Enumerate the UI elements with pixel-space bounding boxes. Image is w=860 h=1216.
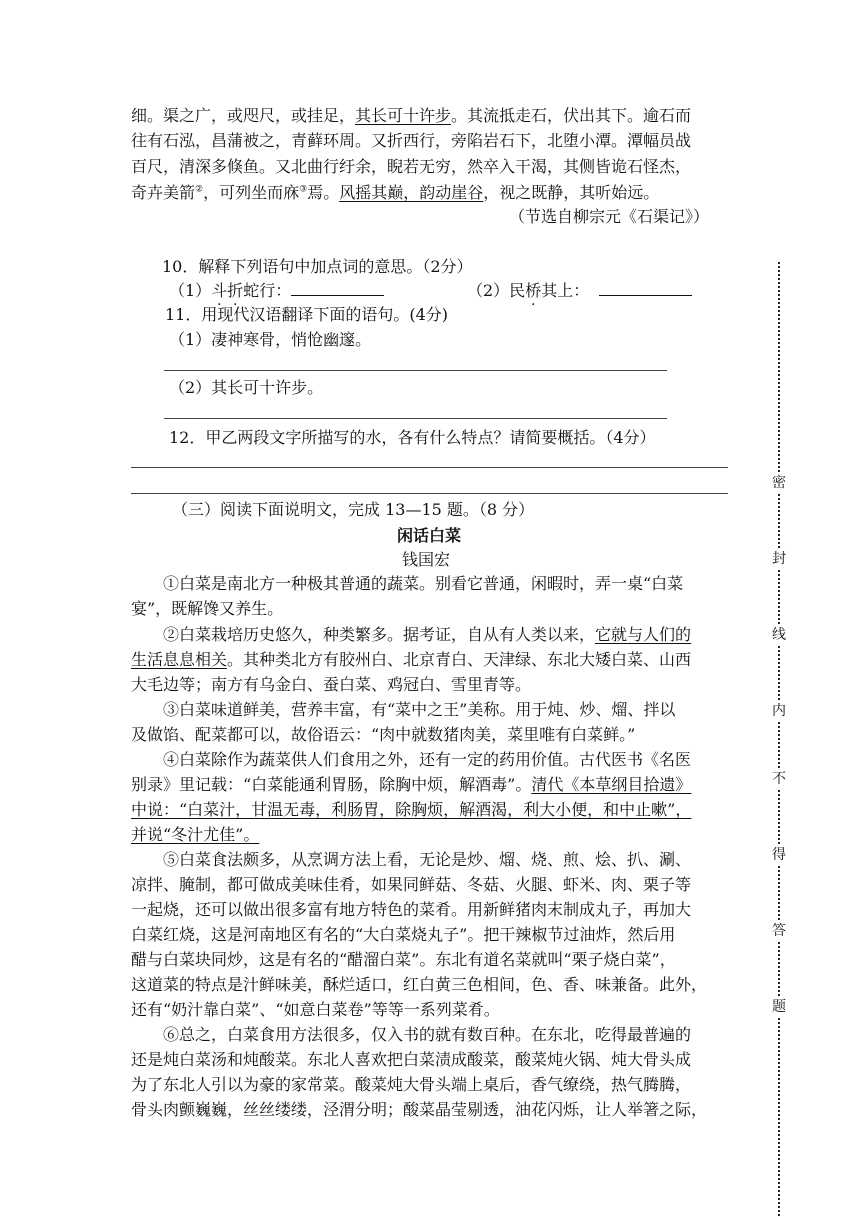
- passage-line-1: [131, 106, 691, 126]
- text: ，可列坐而庥: [203, 183, 300, 202]
- text: 。其流抵走石，伏出其下。逾石而: [451, 106, 692, 125]
- text: 焉。: [307, 183, 340, 202]
- seal-line-char: 内: [772, 703, 786, 719]
- passage-source: （节选自柳宗元《石渠记》）: [509, 207, 710, 226]
- passage-line-3: 百尺，清深多倏鱼。又北曲行纡余，睨若无穷，然卒入干渴，其侧皆诡石怪杰，: [131, 157, 692, 176]
- seal-line-char: 得: [772, 847, 786, 863]
- dotted-char: 折: [227, 281, 244, 300]
- question-10: 10．解释下列语句中加点词的意思。（2分）: [162, 257, 473, 276]
- paragraph-5-line: 一起烧，还可以做出很多富有地方特色的菜肴。用新鲜猪肉末制成丸子，再加大: [131, 900, 692, 919]
- underlined-text: 生活息息相关: [131, 650, 228, 669]
- seal-line-char: 不: [772, 771, 786, 787]
- paragraph-5-line: 凉拌、腌制，都可做成美味佳肴，如果同鲜菇、冬菇、火腿、虾米、肉、栗子等: [131, 875, 692, 894]
- paragraph-1-line: ①白菜是南北方一种极其普通的蔬菜。别看它普通，闲暇时，弄一桌“白菜: [163, 574, 684, 593]
- paragraph-2-line: [163, 625, 691, 645]
- seal-line-char: 线: [772, 627, 786, 643]
- paragraph-5-line: ⑤白菜食法颇多，从烹调方法上看，无论是炒、熘、烧、煎、烩、扒、涮、: [163, 850, 692, 869]
- text: ，视之既静，其听始远。: [483, 183, 660, 202]
- article-author: 钱国宏: [402, 550, 451, 569]
- article-title: 闲话白菜: [397, 526, 462, 545]
- text: （2）民: [467, 281, 526, 300]
- underlined-text: 其长可十许步: [355, 106, 452, 125]
- paragraph-6-line: 骨头肉颤巍巍，丝丝缕缕，泾渭分明；酸菜晶莹剔透，油花闪烁，让人举箸之际，: [131, 1100, 708, 1119]
- answer-line[interactable]: [131, 493, 728, 494]
- paragraph-4-line: 中说：“白菜汁，甘温无毒，利肠胃，除胸烦，解酒渴，利大小便，和中止嗽”，: [131, 800, 692, 819]
- paragraph-5-line: 还有“奶汁靠白菜”、“如意白菜卷”等等一系列菜肴。: [131, 1000, 500, 1019]
- paragraph-2-line: [131, 650, 691, 670]
- paragraph-1-line: 宴”，既解馋又养生。: [131, 599, 284, 618]
- paragraph-4-line: [131, 775, 691, 795]
- text: 奇卉美箭: [131, 183, 196, 202]
- seal-line: [778, 262, 780, 1216]
- footnote-mark: ②: [195, 184, 204, 195]
- question-10-item-1: [169, 281, 384, 301]
- paragraph-5-line: 醋与白菜块同炒，这是有名的“醋溜白菜”。东北有道名菜就叫“栗子烧白菜”，: [131, 950, 676, 969]
- text: 蛇行：: [243, 281, 292, 300]
- text: 其上：: [541, 281, 590, 300]
- section-heading: （三）阅读下面说明文，完成 13—15 题。（8 分）: [172, 500, 535, 519]
- paragraph-2-line: 大毛边等；南方有乌金白、蚕白菜、鸡冠白、雪里青等。: [131, 675, 532, 694]
- text: ②白菜栽培历史悠久，种类繁多。据考证，自从有人类以来，: [163, 625, 596, 644]
- dotted-char: 斗: [211, 281, 228, 300]
- paragraph-6-line: 还是炖白菜汤和炖酸菜。东北人喜欢把白菜渍成酸菜，酸菜炖火锅、炖大骨头成: [131, 1050, 692, 1069]
- seal-line-char: 答: [772, 923, 786, 939]
- passage-line-4: [131, 183, 659, 203]
- text: 细。渠之广，或咫尺，或挂足，: [131, 106, 356, 125]
- underlined-text: 它就与人们的: [595, 625, 692, 644]
- text: 别录》里记载：“白菜能通利胃肠，除胸中烦，解酒毒”。: [131, 775, 532, 794]
- question-11-item-1: （1）凄神寒骨，悄怆幽邃。: [169, 330, 372, 349]
- question-11-item-2: （2）其长可十许步。: [169, 378, 324, 397]
- text: 。其种类北方有胶州白、北京青白、天津绿、东北大矮白菜、山西: [227, 650, 692, 669]
- paragraph-4-line: ④白菜除作为蔬菜供人们食用之外，还有一定的药用价值。古代医书《名医: [163, 750, 692, 769]
- answer-line[interactable]: [164, 370, 667, 371]
- paragraph-3-line: ③白菜味道鲜美，营养丰富，有“菜中之王”美称。用于炖、炒、熘、拌以: [163, 700, 676, 719]
- paragraph-3-line: 及做馅、配菜都可以，故俗语云：“肉中就数猪肉美，菜里唯有白菜鲜。”: [131, 725, 636, 744]
- passage-line-2: 往有石泓，昌蒲被之，青藓环周。又折西行，旁陷岩石下，北堕小潭。潭幅员战: [131, 131, 692, 150]
- answer-blank[interactable]: [599, 281, 692, 296]
- text: （1）: [169, 281, 212, 300]
- answer-line[interactable]: [164, 418, 667, 419]
- paragraph-6-line: 为了东北人引以为豪的家常菜。酸菜炖大骨头端上桌后，香气缭绕，热气腾腾，: [131, 1075, 692, 1094]
- question-11: 11．用现代汉语翻译下面的语句。(4分): [165, 305, 449, 324]
- paragraph-5-line: 这道菜的特点是汁鲜味美，酥烂适口，红白黄三色相间，色、香、味兼备。此外，: [131, 975, 708, 994]
- paragraph-4-line: 并说“冬汁尤佳”。: [131, 825, 260, 844]
- paragraph-6-line: ⑥总之，白菜食用方法很多，仅入书的就有数百种。在东北，吃得最普遍的: [163, 1025, 692, 1044]
- answer-blank[interactable]: [291, 281, 384, 296]
- dotted-char: 桥: [525, 281, 542, 300]
- seal-line-char: 密: [772, 475, 786, 491]
- question-10-item-2: [467, 281, 692, 301]
- footnote-mark: ③: [299, 184, 308, 195]
- seal-line-char: 题: [772, 999, 786, 1015]
- paragraph-5-line: 白菜红烧，这是河南地区有名的“大白菜烧丸子”。把干辣椒节过油炸，然后用: [131, 925, 676, 944]
- underlined-text: 风摇其巅，韵动崖谷: [339, 183, 484, 202]
- answer-line[interactable]: [131, 467, 728, 468]
- question-12: 12．甲乙两段文字所描写的水，各有什么特点？请简要概括。（4分）: [169, 428, 656, 447]
- seal-line-char: 封: [772, 551, 786, 567]
- underlined-text: 清代《本草纲目拾遗》: [531, 775, 692, 794]
